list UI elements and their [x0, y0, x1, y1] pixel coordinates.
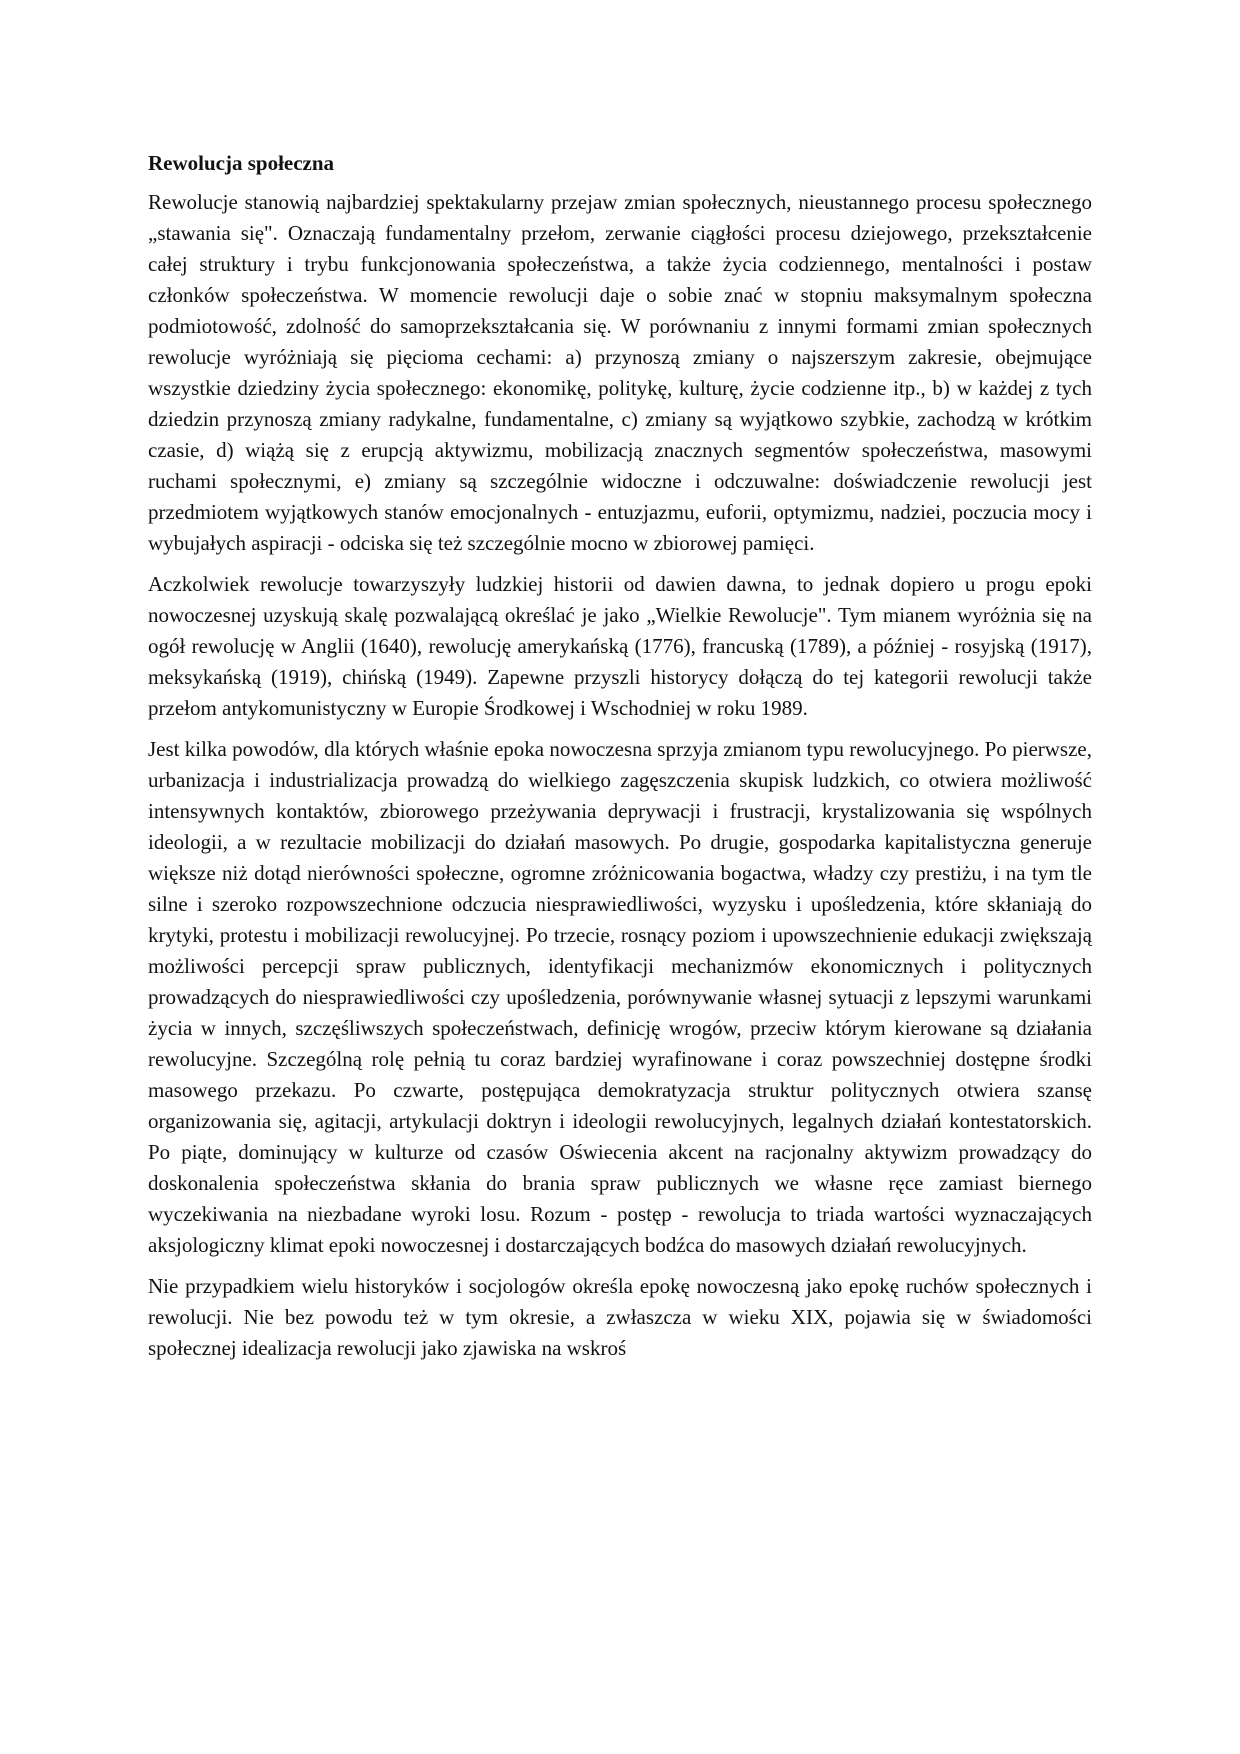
paragraph-4: Nie przypadkiem wielu historyków i socjologów określa epokę nowoczesną jako epokę ruchów społecznych i rewolucji. Nie bez powodu też w tym okresie, a zwłaszcza w wieku XIX, pojawia się w świadomości społecznej idealizacja rewolucji jako zjawiska na wskroś [148, 1274, 1092, 1360]
paragraph-1: Rewolucje stanowią najbardziej spektakularny przejaw zmian społecznych, nieustannego procesu społecznego „stawania się". Oznaczają fundamentalny przełom, zerwanie ciągłości procesu dziejowego, przekształcenie całej struktury i trybu funkcjonowania społeczeństwa, a także życia codziennego, mentalności i postaw członków społeczeństwa. W momencie rewolucji daje o sobie znać w stopniu maksymalnym społeczna podmiotowość, zdolność do samoprzekształcania się. W porównaniu z innymi formami zmian społecznych rewolucje wyróżniają się pięcioma cechami: a) przynoszą zmiany o najszerszym zakresie, obejmujące wszystkie dziedziny życia społecznego: ekonomikę, politykę, kulturę, życie codzienne itp., b) w każdej z tych dziedzin przynoszą zmiany radykalne, fundamentalne, c) zmiany są wyjątkowo szybkie, zachodzą w krótkim czasie, d) wiążą się z erupcją aktywizmu, mobilizacją znacznych segmentów społeczeństwa, masowymi ruchami społecznymi, e) zmiany są szczególnie widoczne i odczuwalne: doświadczenie rewolucji jest przedmiotem wyjątkowych stanów emocjonalnych - entuzjazmu, euforii, optymizmu, nadziei, poczucia mocy i wybujałych aspiracji - odciska się też szczególnie mocno w zbiorowej pamięci. [148, 190, 1092, 555]
document-title: Rewolucja społeczna [148, 151, 335, 175]
paragraph-3: Jest kilka powodów, dla których właśnie epoka nowoczesna sprzyja zmianom typu rewolucyjnego. Po pierwsze, urbanizacja i industrializacja prowadzą do wielkiego zagęszczenia skupisk ludzkich, co otwiera możliwość intensywnych kontaktów, zbiorowego przeżywania deprywacji i frustracji, krystalizowania się wspólnych ideologii, a w rezultacie mobilizacji do działań masowych. Po drugie, gospodarka kapitalistyczna generuje większe niż dotąd nierówności społeczne, ogromne zróżnicowania bogactwa, władzy czy prestiżu, i na tym tle silne i szeroko rozpowszechnione odczucia niesprawiedliwości, wyzysku i upośledzenia, które skłaniają do krytyki, protestu i mobilizacji rewolucyjnej. Po trzecie, rosnący poziom i upowszechnienie edukacji zwiększają możliwości percepcji spraw publicznych, identyfikacji mechanizmów ekonomicznych i politycznych prowadzących do niesprawiedliwości czy upośledzenia, porównywanie własnej sytuacji z lepszymi warunkami życia w innych, szczęśliwszych społeczeństwach, definicję wrogów, przeciw którym kierowane są działania rewolucyjne. Szczególną rolę pełnią tu coraz bardziej wyrafinowane i coraz powszechniej dostępne środki masowego przekazu. Po czwarte, postępująca demokratyzacja struktur politycznych otwiera szansę organizowania się, agitacji, artykulacji doktryn i ideologii rewolucyjnych, legalnych działań kontestatorskich. Po piąte, dominujący w kulturze od czasów Oświecenia akcent na racjonalny aktywizm prowadzący do doskonalenia społeczeństwa skłania do brania spraw publicznych we własne ręce zamiast biernego wyczekiwania na niezbadane wyroki losu. Rozum - postęp - rewolucja to triada wartości wyznaczających aksjologiczny klimat epoki nowoczesnej i dostarczających bodźca do masowych działań rewolucyjnych. [148, 737, 1092, 1257]
paragraph-2: Aczkolwiek rewolucje towarzyszyły ludzkiej historii od dawien dawna, to jednak dopiero u progu epoki nowoczesnej uzyskują skalę pozwalającą określać je jako „Wielkie Rewolucje". Tym mianem wyróżnia się na ogół rewolucję w Anglii (1640), rewolucję amerykańską (1776), francuską (1789), a później - rosyjską (1917), meksykańską (1919), chińską (1949). Zapewne przyszli historycy dołączą do tej kategorii rewolucji także przełom antykomunistyczny w Europie Środkowej i Wschodniej w roku 1989. [148, 572, 1092, 720]
document-body [148, 148, 1092, 1374]
